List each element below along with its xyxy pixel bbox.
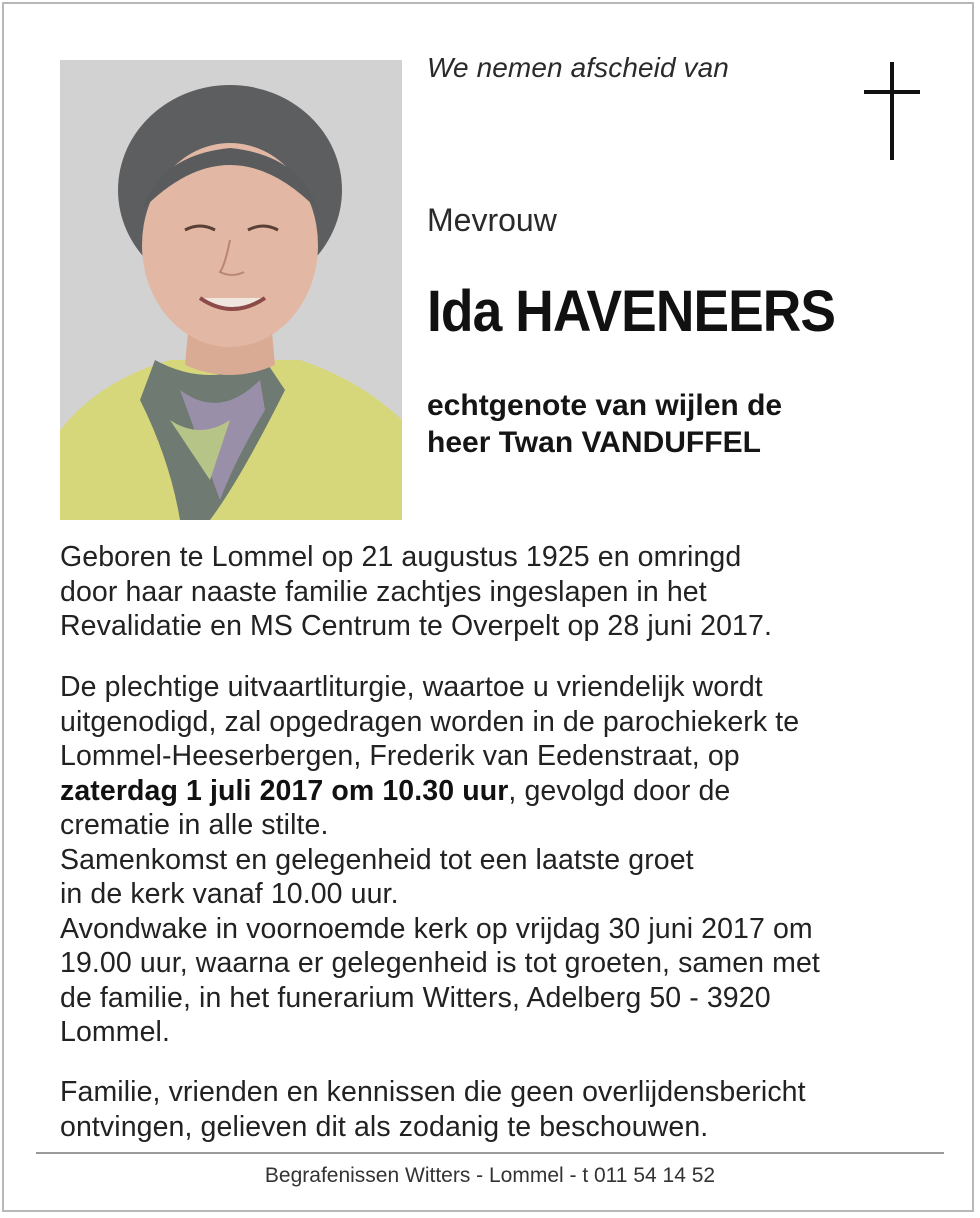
closing-paragraph: [60, 1075, 940, 1144]
spouse-line: echtgenote van wijlen de: [427, 389, 783, 422]
paragraph-line: Samenkomst en gelegenheid tot een laatste groet: [60, 843, 694, 876]
spouse-text: [427, 387, 887, 461]
paragraph-line: Lommel.: [60, 1016, 170, 1048]
cross-icon: [862, 62, 922, 160]
paragraph-line: door haar naaste familie zachtjes ingeslapen in het: [60, 575, 707, 608]
funeral-date: zaterdag 1 juli 2017 om 10.30 uur: [60, 774, 509, 807]
portrait-photo: [60, 60, 402, 520]
salutation: Mevrouw: [427, 202, 557, 238]
paragraph-line: de familie, in het funerarium Witters, Adelberg 50 - 3920: [60, 981, 771, 1014]
deceased-name: Ida HAVENEERS: [427, 279, 836, 344]
spouse-line: heer Twan VANDUFFEL: [427, 426, 761, 459]
intro-text: We nemen afscheid van: [427, 52, 729, 83]
funeral-paragraph: [60, 670, 940, 1050]
paragraph-line: crematie in alle stilte.: [60, 809, 329, 841]
funeral-date-rest: , gevolgd door de: [508, 774, 731, 807]
funeral-date-line: [60, 774, 940, 809]
footer-divider: [36, 1152, 944, 1154]
paragraph-line: in de kerk vanaf 10.00 uur.: [60, 878, 399, 910]
paragraph-line: De plechtige uitvaartliturgie, waartoe u vriendelijk wordt: [60, 671, 763, 703]
paragraph-line: ontvingen, gelieven dit als zodanig te beschouwen.: [60, 1110, 709, 1143]
paragraph-line: Familie, vrienden en kennissen die geen overlijdensbericht: [60, 1076, 806, 1108]
paragraph-line: uitgenodigd, zal opgedragen worden in de parochiekerk te: [60, 705, 800, 738]
paragraph-line: Avondwake in voornoemde kerk op vrijdag 30 juni 2017 om: [60, 912, 813, 945]
funeral-home-footer: Begrafenissen Witters - Lommel - t 011 54 14 52: [264, 1164, 716, 1187]
paragraph-line: 19.00 uur, waarna er gelegenheid is tot groeten, samen met: [60, 947, 820, 979]
paragraph-line: Lommel-Heeserbergen, Frederik van Eedenstraat, op: [60, 740, 740, 772]
paragraph-line: Revalidatie en MS Centrum te Overpelt op 28 juni 2017.: [60, 610, 772, 642]
birth-paragraph: [60, 540, 940, 644]
paragraph-line: Geboren te Lommel op 21 augustus 1925 en omringd: [60, 541, 742, 573]
